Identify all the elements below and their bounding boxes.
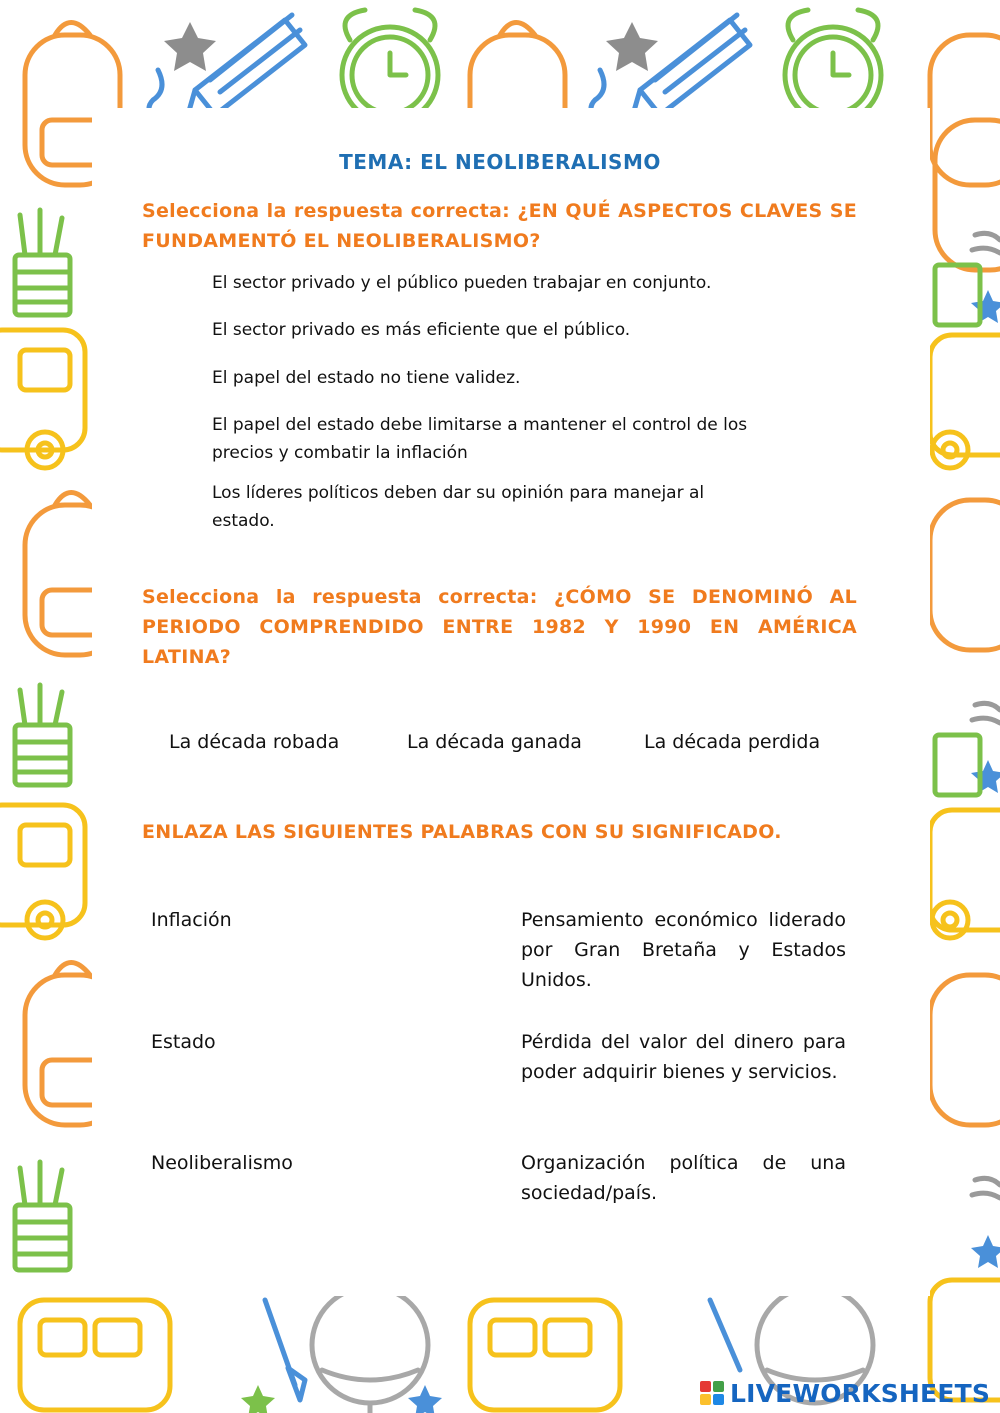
paintbrush-icon [265, 1300, 305, 1400]
school-bus-icon [470, 1300, 620, 1410]
q2-option-ganada[interactable]: La década ganada [407, 731, 582, 753]
star-icon [241, 1385, 275, 1413]
alarm-clock-icon [342, 10, 438, 123]
worksheet-page [92, 108, 930, 1296]
logo-squares-icon [700, 1381, 724, 1405]
pencil-cup-icon [15, 685, 70, 785]
school-bus-icon [20, 1300, 170, 1410]
alarm-clock-icon [785, 10, 881, 123]
school-bus-icon [0, 805, 85, 938]
q1-option-2[interactable]: El sector privado es más eficiente que el público. [212, 320, 631, 340]
star-icon [971, 1235, 1000, 1268]
page-title: TEMA: EL NEOLIBERALISMO [339, 150, 661, 174]
school-bus-icon [0, 330, 85, 468]
q1-option-4[interactable]: El papel del estado debe limitarse a mantener el control de los precios y combatir la inflación [212, 415, 748, 463]
matching-prompt: ENLAZA LAS SIGUIENTES PALABRAS CON SU SIGNIFICADO. [142, 821, 782, 843]
pencil-cup-icon [15, 1162, 70, 1270]
match-definition-2[interactable]: Pérdida del valor del dinero para poder adquirir bienes y servicios. [521, 1031, 846, 1083]
squiggle-icon [972, 703, 1000, 723]
match-term-neoliberalismo[interactable]: Neoliberalismo [151, 1152, 293, 1174]
backpack-icon [930, 35, 1000, 185]
star-icon [606, 22, 658, 71]
question-1-prompt: Selecciona la respuesta correcta: ¿EN QUÉ ASPECTOS CLAVES SE FUNDAMENTÓ EL NEOLIBERALISMO? [142, 200, 857, 252]
backpack-icon [930, 500, 1000, 650]
star-icon [971, 760, 1000, 793]
logo-square [713, 1394, 724, 1405]
squiggle-icon [972, 1178, 1000, 1198]
pencil-cup-icon [935, 265, 980, 325]
match-term-inflacion[interactable]: Inflación [151, 909, 232, 931]
backpack-icon [930, 975, 1000, 1125]
q2-option-robada[interactable]: La década robada [169, 731, 340, 753]
match-definition-3[interactable]: Organización política de una sociedad/país. [521, 1152, 846, 1204]
star-icon [971, 290, 1000, 323]
globe-icon [312, 1287, 428, 1413]
paintbrush-icon [710, 1300, 740, 1370]
school-bus-icon [930, 810, 1000, 938]
star-icon [408, 1385, 442, 1413]
logo-square [700, 1394, 711, 1405]
q1-option-5[interactable]: Los líderes políticos deben dar su opinión para manejar al estado. [212, 483, 705, 531]
match-definition-1[interactable]: Pensamiento económico liderado por Gran Bretaña y Estados Unidos. [521, 909, 846, 991]
school-bus-icon [930, 335, 1000, 468]
q2-option-perdida[interactable]: La década perdida [644, 731, 821, 753]
match-term-estado[interactable]: Estado [151, 1031, 216, 1053]
star-icon [164, 22, 216, 71]
brand-name: LIVEWORKSHEETS [730, 1378, 991, 1408]
pencil-cup-icon [15, 210, 70, 315]
q1-option-1[interactable]: El sector privado y el público pueden trabajar en conjunto. [212, 273, 712, 293]
liveworksheets-logo [700, 1376, 990, 1410]
logo-square [700, 1381, 711, 1392]
q1-option-3[interactable]: El papel del estado no tiene validez. [212, 368, 521, 388]
squiggle-icon [972, 233, 1000, 253]
pencil-cup-icon [935, 735, 980, 795]
logo-square [713, 1381, 724, 1392]
question-2-prompt: Selecciona la respuesta correcta: ¿CÓMO SE DENOMINÓ AL PERIODO COMPRENDIDO ENTRE 1982 Y 1990 EN AMÉRICA LATINA? [142, 586, 857, 668]
